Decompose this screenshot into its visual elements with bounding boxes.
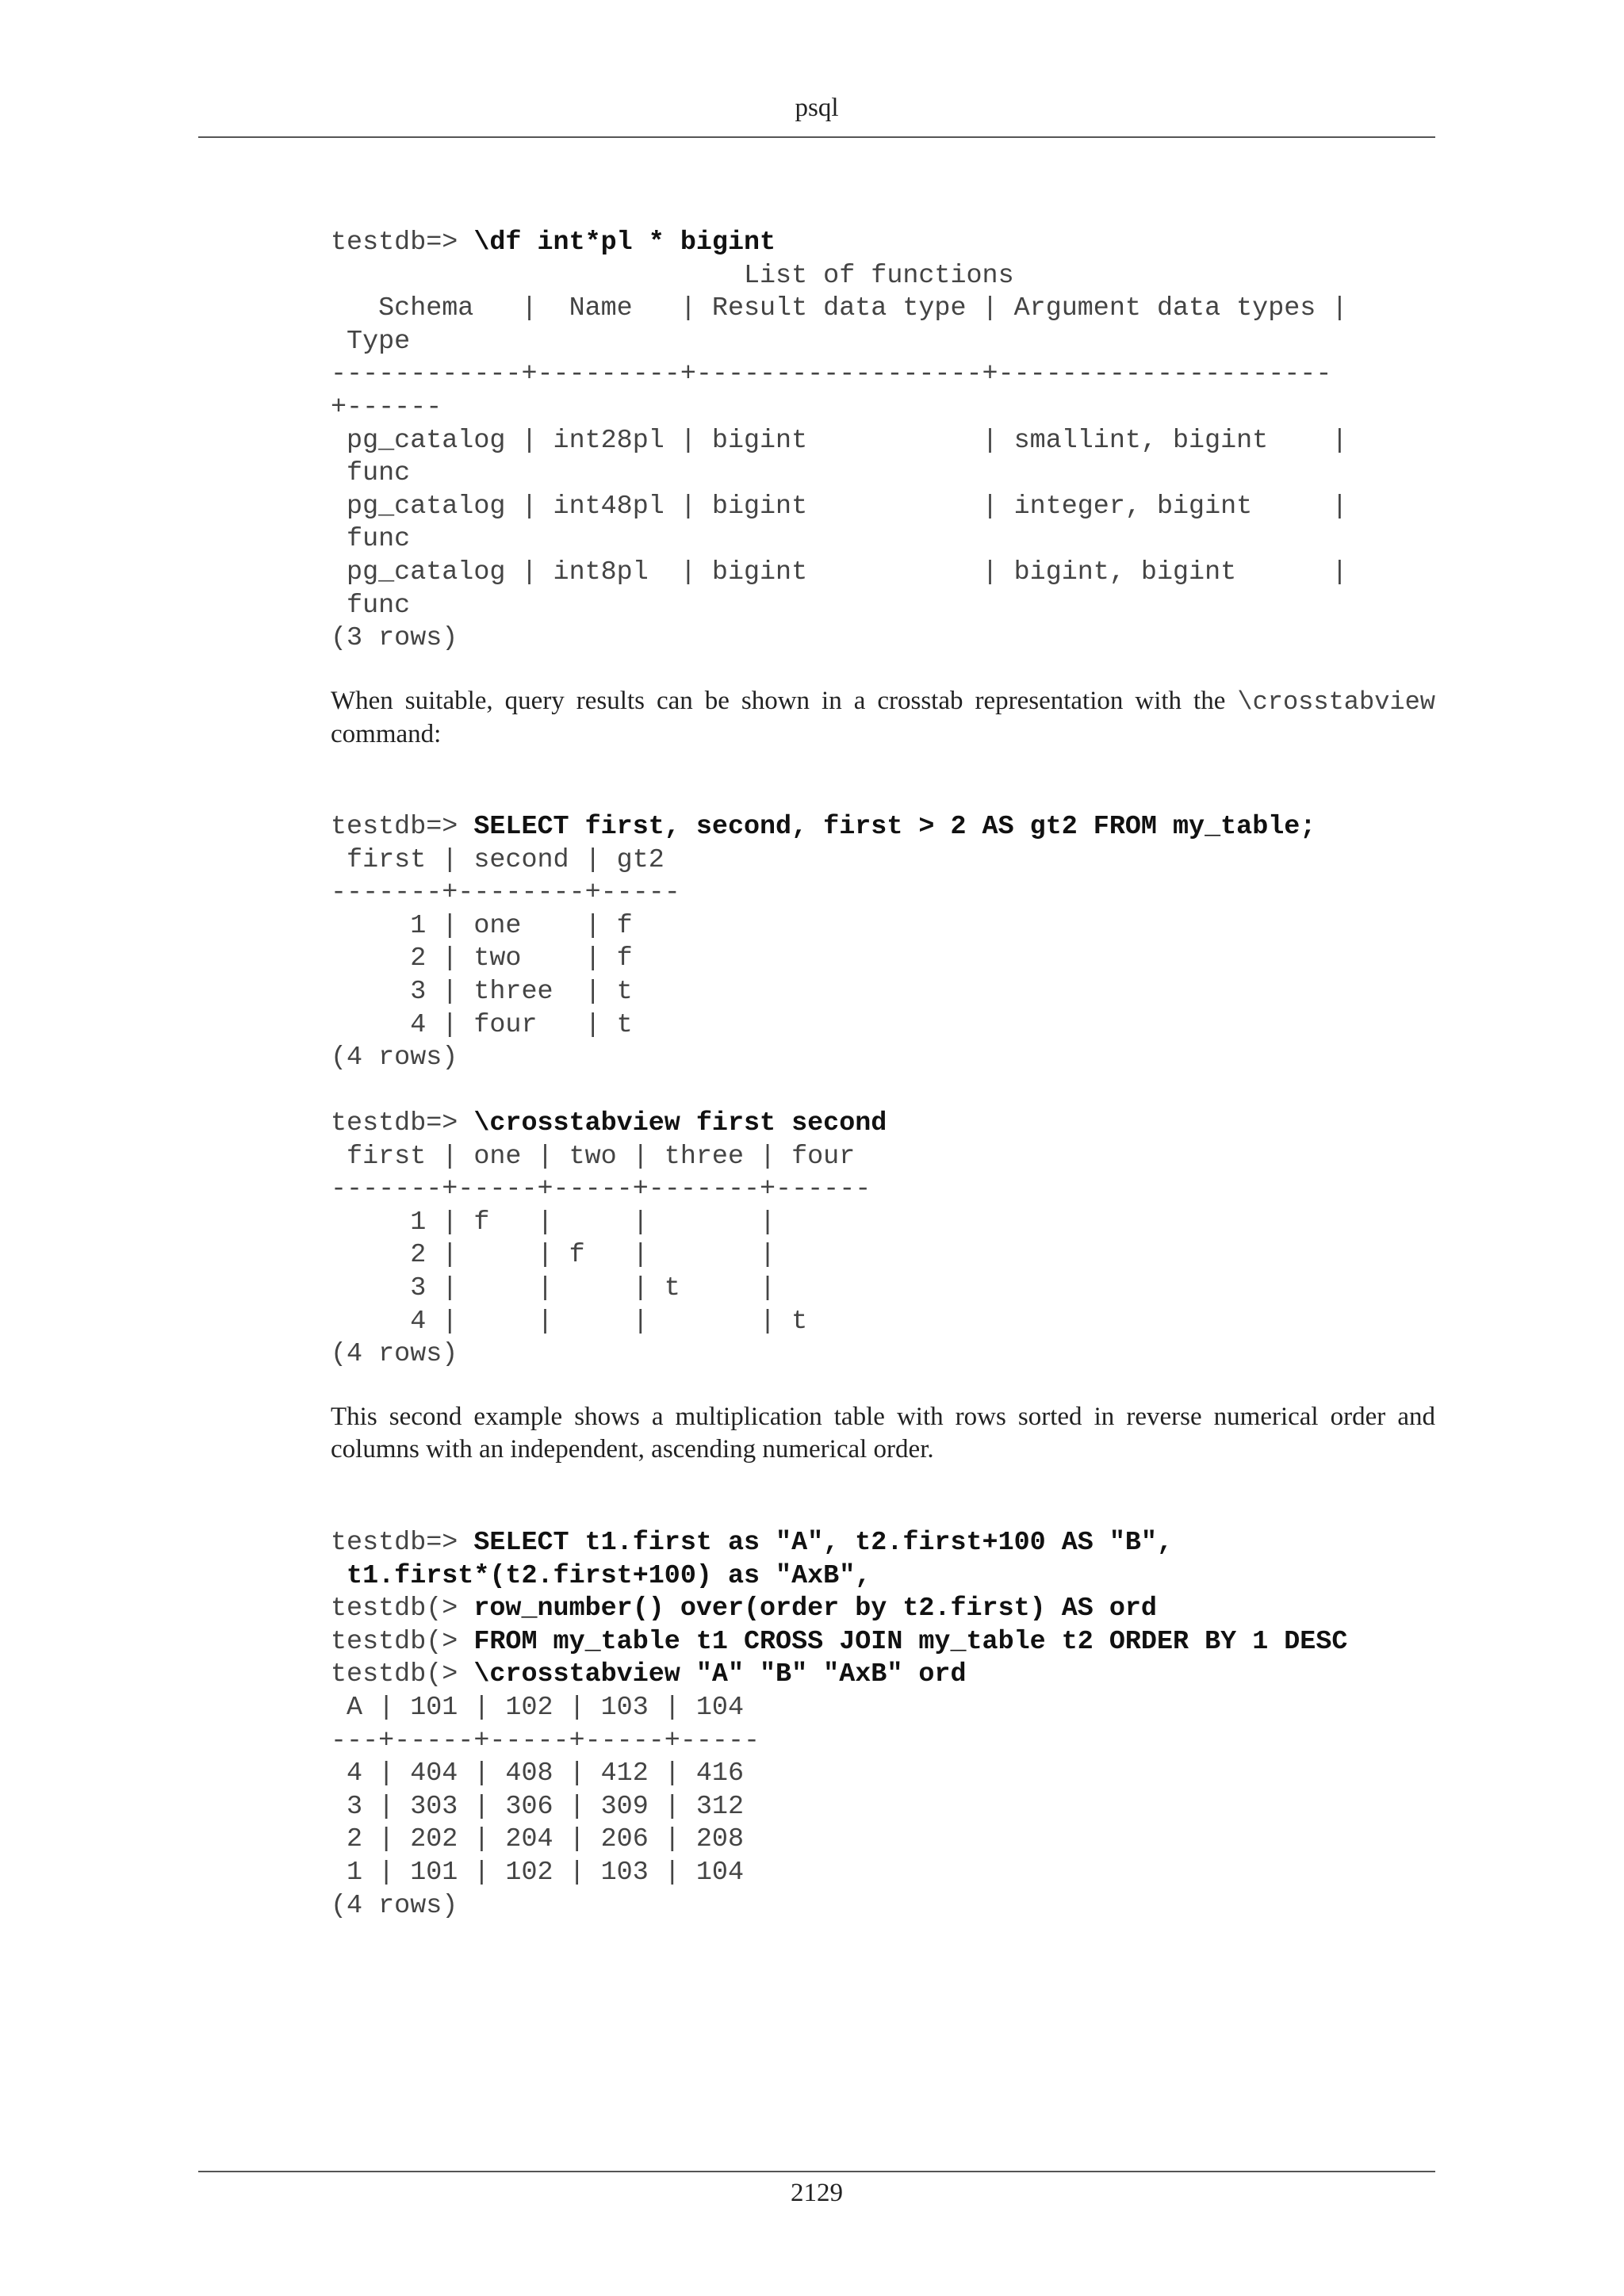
inline-code: \crosstabview <box>1237 687 1435 717</box>
paragraph-text: This second example shows a multiplication table with rows sorted in reverse numerical order and columns with an independent, ascending numerical order. <box>331 1402 1435 1464</box>
code-block-select <box>331 811 1435 1075</box>
command-output: A | 101 | 102 | 103 | 104 ---+-----+-----+-----+----- 4 | 404 | 408 | 412 | 416 3 | 303 | 306 | 309 | 312 2 | 202 | 204 | 206 | 208 1 | 101 | 102 | 103 | 104 (4 rows) <box>331 1692 760 1921</box>
prompt: testdb(> <box>331 1626 474 1657</box>
header-rule <box>198 136 1435 138</box>
footer-rule <box>198 2171 1435 2172</box>
command-line-1-cont: t1.first*(t2.first+100) as "AxB", <box>331 1560 871 1591</box>
page-number: 2129 <box>791 2179 843 2207</box>
code-block-df <box>331 227 1435 656</box>
paragraph-text-end: command: <box>331 720 442 748</box>
command: \df int*pl * bigint <box>473 228 776 258</box>
command-output: first | one | two | three | four -------+-----+-----+-------+------ 1 | f | | | 2 | | f | | 3 | | | t | 4 | | | | t (4 rows) <box>331 1141 871 1370</box>
command-line-4: \crosstabview "A" "B" "AxB" ord <box>473 1659 967 1690</box>
prompt: testdb=> <box>331 228 474 258</box>
paragraph-multiplication-intro <box>331 1401 1435 1466</box>
code-block-multiplication <box>331 1527 1435 1923</box>
command: SELECT first, second, first > 2 AS gt2 FROM my_table; <box>473 812 1316 842</box>
prompt: testdb(> <box>331 1659 474 1690</box>
command: \crosstabview first second <box>473 1108 887 1138</box>
command-line-3: FROM my_table t1 CROSS JOIN my_table t2 ORDER BY 1 DESC <box>473 1626 1348 1657</box>
prompt: testdb(> <box>331 1594 474 1624</box>
paragraph-text: When suitable, query results can be shown in a crosstab representation with the <box>331 687 1238 715</box>
command-line-1: SELECT t1.first as "A", t2.first+100 AS "B", <box>473 1528 1174 1558</box>
page-header-title: psql <box>795 94 839 122</box>
code-block-crosstabview <box>331 1108 1435 1372</box>
command-line-2: row_number() over(order by t2.first) AS ord <box>473 1594 1157 1624</box>
prompt: testdb=> <box>331 812 474 842</box>
prompt: testdb=> <box>331 1528 474 1558</box>
prompt: testdb=> <box>331 1108 474 1138</box>
paragraph-crosstab-intro <box>331 685 1435 751</box>
command-output: List of functions Schema | Name | Result data type | Argument data types | Type ------------+---------+------------------+--------------------- +------ pg_catalog | int28pl | bigint | smallint, bigint | func pg_catalog | int48pl | bigint | integer, bigint | func pg_catalog | int8pl | bigint | bigint, bigint | func (3 rows) <box>331 260 1348 654</box>
command-output: first | second | gt2 -------+--------+----- 1 | one | f 2 | two | f 3 | three | t 4 | four | t (4 rows) <box>331 844 680 1073</box>
